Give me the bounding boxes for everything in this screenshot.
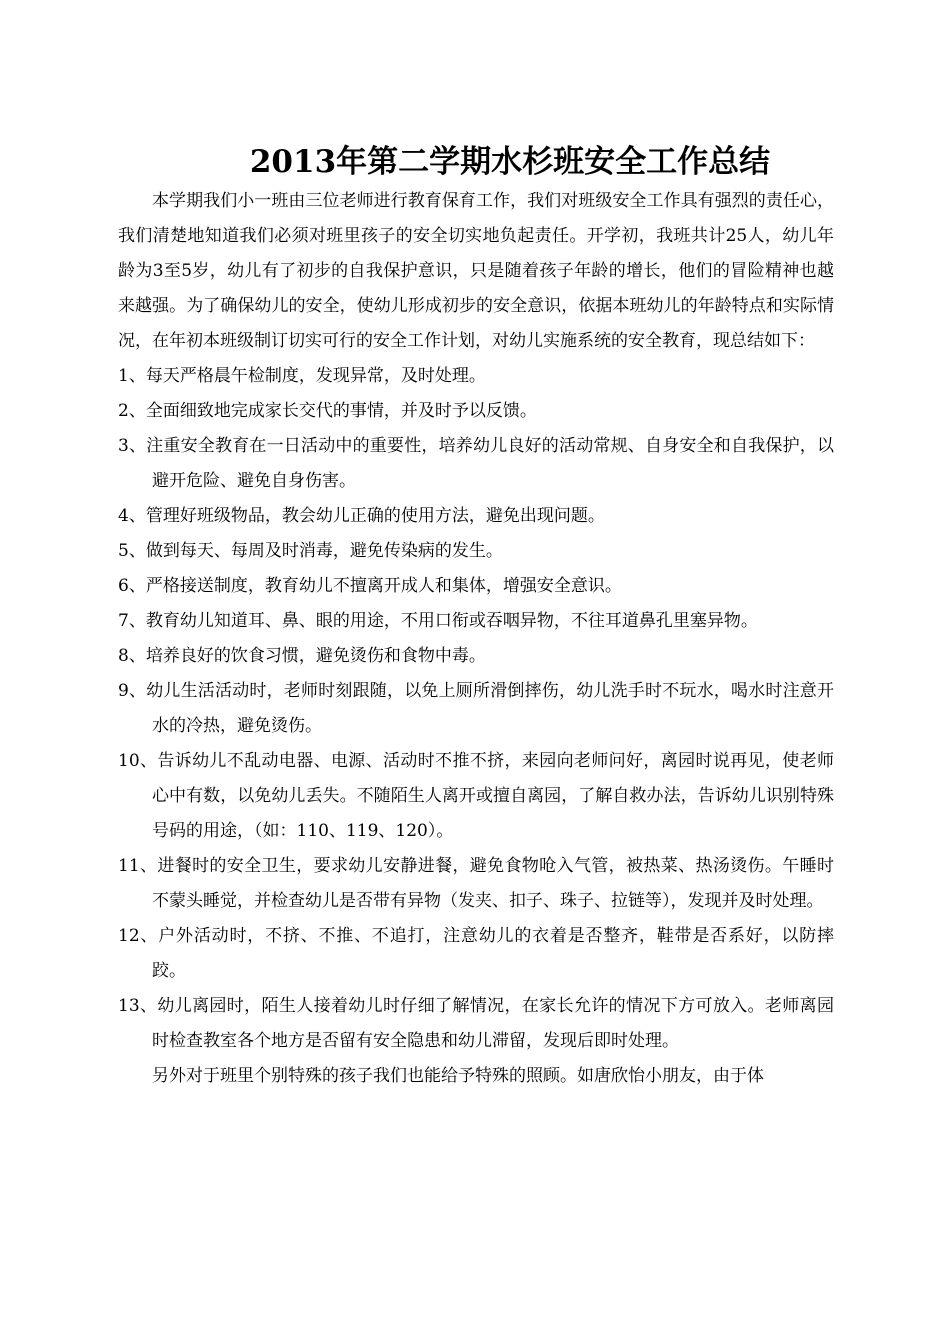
list-item: 11、进餐时的安全卫生，要求幼儿安静进餐，避免食物呛入气管，被热菜、热汤烫伤。午睡时不蒙头睡觉，并检查幼儿是否带有异物（发夹、扣子、珠子、拉链等），发现并及时处理。 (118, 856, 834, 911)
list-item: 8、培养良好的饮食习惯，避免烫伤和食物中毒。 (118, 646, 486, 666)
list-item: 7、教育幼儿知道耳、鼻、眼的用途，不用口衔或吞咽异物，不往耳道鼻孔里塞异物。 (118, 611, 758, 631)
list-item: 13、幼儿离园时，陌生人接着幼儿时仔细了解情况，在家长允许的情况下方可放入。老师离园时检查教室各个地方是否留有安全隐患和幼儿滞留，发现后即时处理。 (118, 996, 834, 1051)
list-item: 3、注重安全教育在一日活动中的重要性，培养幼儿良好的活动常规、自身安全和自我保护，以避开危险、避免自身伤害。 (118, 436, 834, 491)
document-body (118, 184, 834, 1094)
list-item: 4、管理好班级物品，教会幼儿正确的使用方法，避免出现问题。 (118, 506, 605, 526)
list-item: 1、每天严格晨午检制度，发现异常，及时处理。 (118, 366, 486, 386)
closing-paragraph: 另外对于班里个别特殊的孩子我们也能给予特殊的照顾。如唐欣怡小朋友，由于体 (152, 1066, 764, 1086)
list-item: 6、严格接送制度，教育幼儿不擅离开成人和集体，增强安全意识。 (118, 576, 622, 596)
intro-paragraph: 本学期我们小一班由三位老师进行教育保育工作，我们对班级安全工作具有强烈的责任心，我们清楚地知道我们必须对班里孩子的安全切实地负起责任。开学初，我班共计25人，幼儿年龄为3至5岁，幼儿有了初步的自我保护意识，只是随着孩子年龄的增长，他们的冒险精神也越来越强。为了确保幼儿的安全，使幼儿形成初步的安全意识，依据本班幼儿的年龄特点和实际情况，在年初本班级制订切实可行的安全工作计划，对幼儿实施系统的安全教育，现总结如下： (118, 191, 834, 351)
document-title: 2013年第二学期水杉班安全工作总结 (249, 144, 771, 180)
list-item: 9、幼儿生活活动时，老师时刻跟随，以免上厕所滑倒摔伤，幼儿洗手时不玩水，喝水时注意开水的冷热，避免烫伤。 (118, 681, 834, 736)
list-item: 12、户外活动时，不挤、不推、不追打，注意幼儿的衣着是否整齐，鞋带是否系好，以防摔跤。 (118, 926, 834, 981)
list-item: 10、告诉幼儿不乱动电器、电源、活动时不推不挤，来园向老师问好，离园时说再见，使老师心中有数，以免幼儿丢失。不随陌生人离开或擅自离园，了解自救办法，告诉幼儿识别特殊号码的用途，（如：110、119、120）。 (118, 751, 834, 841)
list-item: 5、做到每天、每周及时消毒，避免传染病的发生。 (118, 541, 503, 561)
list-item: 2、全面细致地完成家长交代的事情，并及时予以反馈。 (118, 401, 537, 421)
